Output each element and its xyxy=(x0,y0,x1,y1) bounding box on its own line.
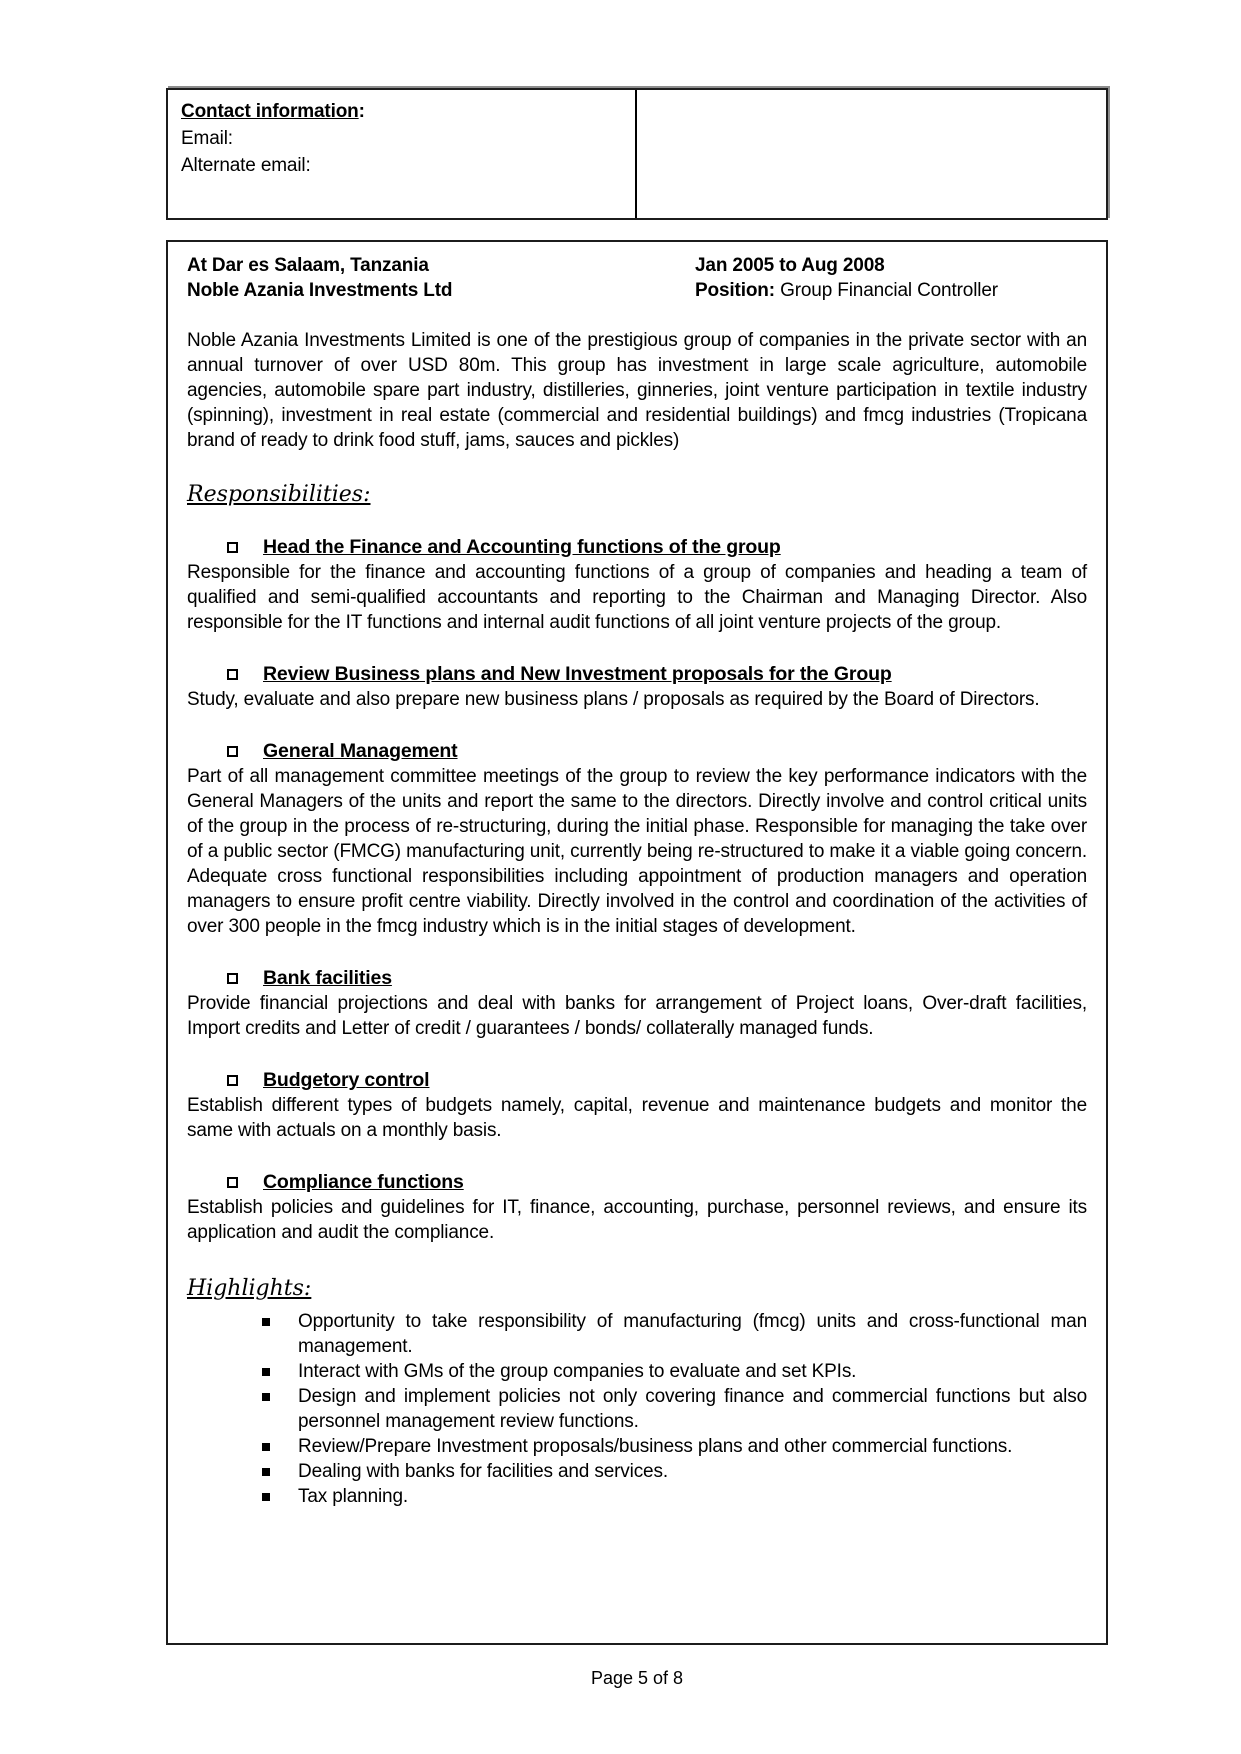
highlight-item xyxy=(187,1434,1087,1459)
section-title: Head the Finance and Accounting functions of the group xyxy=(263,536,781,558)
contact-info-cell xyxy=(168,90,637,218)
contact-heading-colon: : xyxy=(358,101,365,122)
section-title: Compliance functions xyxy=(263,1171,464,1193)
contact-alt-email-line: Alternate email: xyxy=(181,155,311,176)
section-title: Review Business plans and New Investment proposals for the Group xyxy=(263,663,892,685)
section-heading xyxy=(227,1170,1087,1195)
responsibilities-label: Responsibilities: xyxy=(187,482,371,507)
section-heading xyxy=(227,662,1087,687)
hollow-square-bullet-icon xyxy=(227,669,238,680)
position-value: Group Financial Controller xyxy=(780,280,998,301)
filled-square-bullet-icon xyxy=(262,1368,270,1376)
highlight-item xyxy=(187,1459,1087,1484)
page-number-footer: Page 5 of 8 xyxy=(590,1668,684,1688)
hollow-square-bullet-icon xyxy=(227,542,238,553)
contact-email-line: Email: xyxy=(181,128,233,149)
hollow-square-bullet-icon xyxy=(227,746,238,757)
hollow-square-bullet-icon xyxy=(227,1075,238,1086)
responsibility-section xyxy=(187,1170,1087,1245)
section-heading xyxy=(227,1068,1087,1093)
contact-heading xyxy=(181,98,622,125)
responsibility-section xyxy=(187,1068,1087,1143)
section-body: Responsible for the finance and accounting functions of a group of companies and heading a team of qualified and semi-qualified accountants and reporting to the Chairman and Managing Director. Also responsible for the IT functions and internal audit functions of all joint venture projects of the group. xyxy=(187,562,1087,633)
section-body: Establish policies and guidelines for IT, finance, accounting, purchase, personnel reviews, and ensure its application and audit the compliance. xyxy=(187,1197,1087,1243)
highlights-list xyxy=(187,1309,1087,1509)
job-period: Jan 2005 to Aug 2008 xyxy=(695,255,885,276)
hollow-square-bullet-icon xyxy=(227,973,238,984)
section-title: General Management xyxy=(263,740,458,762)
highlight-text: Design and implement policies not only covering finance and commercial functions but also personnel management review functions. xyxy=(298,1386,1087,1432)
job-company: Noble Azania Investments Ltd xyxy=(187,280,453,301)
section-body: Study, evaluate and also prepare new business plans / proposals as required by the Board of Directors. xyxy=(187,689,1040,710)
filled-square-bullet-icon xyxy=(262,1443,270,1451)
job-position-line xyxy=(695,278,1087,303)
job-location: At Dar es Salaam, Tanzania xyxy=(187,255,429,276)
section-title: Budgetory control xyxy=(263,1069,430,1091)
filled-square-bullet-icon xyxy=(262,1318,270,1326)
highlight-item xyxy=(187,1359,1087,1384)
responsibility-section xyxy=(187,966,1087,1041)
contact-info-table xyxy=(166,88,1108,220)
section-heading xyxy=(227,535,1087,560)
job-header xyxy=(187,253,1087,303)
highlight-text: Opportunity to take responsibility of manufacturing (fmcg) units and cross-functional man management. xyxy=(298,1311,1087,1357)
section-heading xyxy=(227,739,1087,764)
responsibility-section xyxy=(187,739,1087,939)
responsibility-section xyxy=(187,535,1087,635)
highlights-label: Highlights: xyxy=(187,1276,312,1301)
company-intro-paragraph: Noble Azania Investments Limited is one of the prestigious group of companies in the private sector with an annual turnover of over USD 80m. This group has investment in large scale agriculture, automobile agencies, automobile spare part industry, distilleries, ginneries, joint venture participation in textile industry (spinning), investment in real estate (commercial and residential buildings) and fmcg industries (Tropicana brand of ready to drink food stuff, jams, sauces and pickles) xyxy=(187,330,1087,451)
highlight-item xyxy=(187,1484,1087,1509)
filled-square-bullet-icon xyxy=(262,1468,270,1476)
section-body: Part of all management committee meetings of the group to review the key performance indicators with the General Managers of the units and report the same to the directors. Directly involve and control critical units of the group in the process of re-structuring, during the initial phase. Responsible for managing the take over of a public sector (FMCG) manufacturing unit, currently being re-structured to make it a viable going concern. Adequate cross functional responsibilities including appointment of production managers and operation managers to ensure profit centre viability. Directly involved in the control and coordination of the activities of over 300 people in the fmcg industry which is in the initial stages of development. xyxy=(187,766,1087,937)
highlight-text: Tax planning. xyxy=(298,1486,409,1507)
highlight-text: Interact with GMs of the group companies to evaluate and set KPIs. xyxy=(298,1361,857,1382)
highlight-item xyxy=(187,1384,1087,1434)
section-title: Bank facilities xyxy=(263,967,392,989)
contact-empty-cell xyxy=(637,90,1106,218)
position-label: Position: xyxy=(695,280,775,301)
section-body: Establish different types of budgets namely, capital, revenue and maintenance budgets and monitor the same with actuals on a monthly basis. xyxy=(187,1095,1087,1141)
section-heading xyxy=(227,966,1087,991)
highlight-text: Dealing with banks for facilities and services. xyxy=(298,1461,668,1482)
filled-square-bullet-icon xyxy=(262,1393,270,1401)
section-body: Provide financial projections and deal with banks for arrangement of Project loans, Over-draft facilities, Import credits and Letter of credit / guarantees / bonds/ collaterally managed funds. xyxy=(187,993,1087,1039)
hollow-square-bullet-icon xyxy=(227,1177,238,1188)
contact-heading-text: Contact information xyxy=(181,101,359,122)
experience-box xyxy=(166,240,1108,1645)
filled-square-bullet-icon xyxy=(262,1493,270,1501)
highlight-item xyxy=(187,1309,1087,1359)
responsibility-section xyxy=(187,662,1087,712)
highlight-text: Review/Prepare Investment proposals/business plans and other commercial functions. xyxy=(298,1436,1013,1457)
